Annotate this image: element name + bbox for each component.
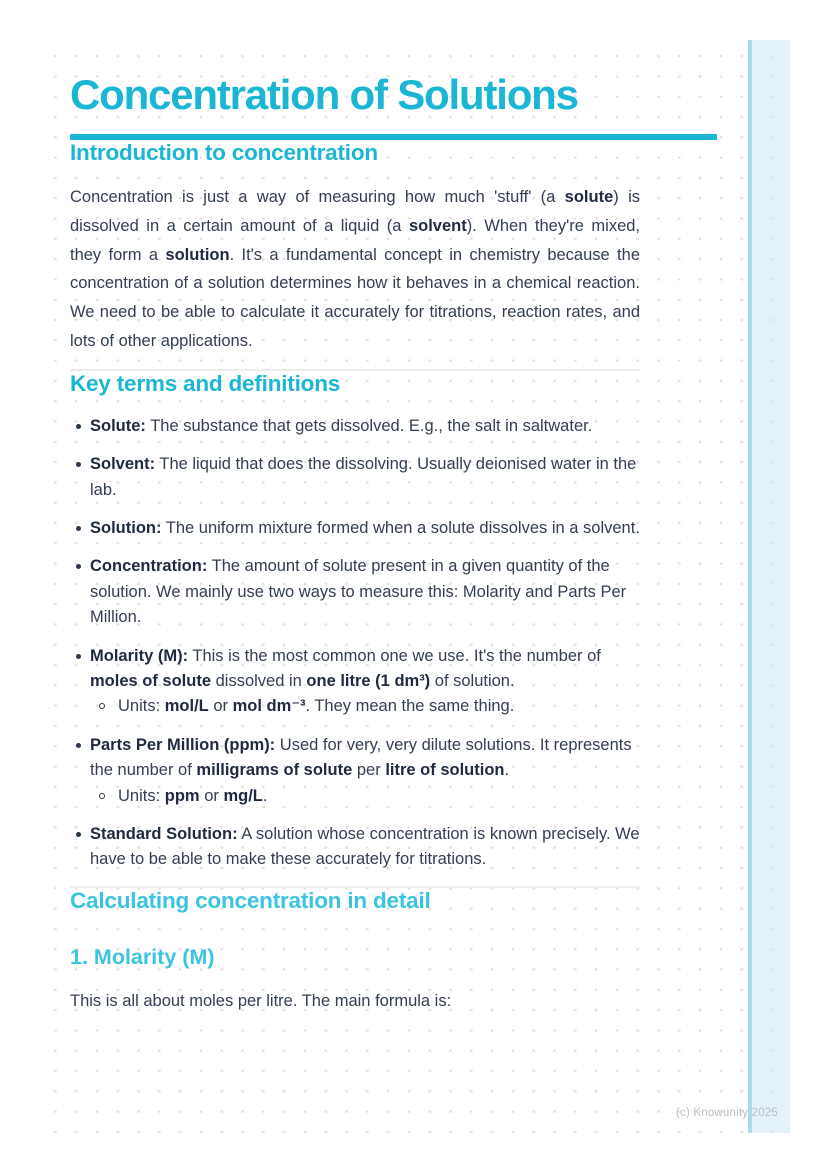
sub-item-text: Units: mol/L or mol dm⁻³. They mean the same thing. bbox=[118, 697, 515, 716]
ppm-sublist bbox=[90, 784, 642, 809]
molarity-intro-paragraph: This is all about moles per litre. The main formula is: bbox=[70, 991, 452, 1010]
bullet-ring-icon bbox=[99, 703, 105, 709]
right-margin-band bbox=[748, 40, 790, 1133]
document-content bbox=[70, 40, 720, 1014]
list-item-molarity bbox=[70, 644, 642, 720]
bullet-dot-icon bbox=[76, 564, 81, 569]
list-item-text: Parts Per Million (ppm): Used for very, very dilute solutions. It represents the number of milligrams of solute per litre of solution. bbox=[90, 735, 632, 780]
bullet-dot-icon bbox=[76, 526, 81, 531]
page-title: Concentration of Solutions bbox=[70, 71, 578, 118]
bullet-dot-icon bbox=[76, 462, 81, 467]
heading-molarity: 1. Molarity (M) bbox=[70, 944, 215, 969]
sub-item-ppm-units bbox=[90, 784, 642, 809]
list-item-solute bbox=[70, 414, 642, 439]
bullet-dot-icon bbox=[76, 832, 81, 837]
list-item-solution bbox=[70, 516, 642, 541]
list-item-concentration bbox=[70, 554, 642, 630]
bullet-dot-icon bbox=[76, 654, 81, 659]
dotted-paper-area bbox=[40, 40, 790, 1133]
list-item-ppm bbox=[70, 733, 642, 809]
intro-paragraph: Concentration is just a way of measuring how much 'stuff' (a solute) is dissolved in a certain amount of a liquid (a solvent). When they're mixed, they form a solution. It's a fundamental concept in chemistry because the concentration of a solution determines how it behaves in a chemical reaction. We need to be able to calculate it accurately for titrations, reaction rates, and lots of other applications. bbox=[70, 188, 641, 350]
molarity-sublist bbox=[90, 694, 642, 719]
sub-item-molarity-units bbox=[90, 694, 642, 719]
heading-introduction: Introduction to concentration bbox=[70, 140, 378, 165]
list-item-text: Standard Solution: A solution whose concentration is known precisely. We have to be able to make these accurately for titrations. bbox=[90, 825, 640, 869]
heading-calculating: Calculating concentration in detail bbox=[70, 887, 431, 913]
list-item-solvent bbox=[70, 452, 642, 503]
bullet-dot-icon bbox=[76, 424, 81, 429]
list-item-text: Concentration: The amount of solute present in a given quantity of the solution. We mainly use two ways to measure this: Molarity and Parts Per Million. bbox=[90, 557, 627, 627]
list-item-text: Solute: The substance that gets dissolved. E.g., the salt in saltwater. bbox=[90, 416, 593, 435]
copyright-credit: (c) Knowunity 2025 bbox=[675, 1107, 778, 1119]
list-item-standard-solution bbox=[70, 822, 642, 873]
key-terms-list bbox=[70, 414, 642, 873]
list-item-text: Molarity (M): This is the most common one we use. It's the number of moles of solute dissolved in one litre (1 dm³) of solution. bbox=[90, 646, 601, 691]
sub-item-text: Units: ppm or mg/L. bbox=[118, 786, 268, 805]
list-item-text: Solvent: The liquid that does the dissolving. Usually deionised water in the lab. bbox=[90, 455, 637, 499]
bullet-dot-icon bbox=[76, 743, 81, 748]
bullet-ring-icon bbox=[99, 793, 105, 799]
heading-key-terms: Key terms and definitions bbox=[70, 370, 341, 396]
list-item-text: Solution: The uniform mixture formed when a solute dissolves in a solvent. bbox=[90, 519, 640, 537]
